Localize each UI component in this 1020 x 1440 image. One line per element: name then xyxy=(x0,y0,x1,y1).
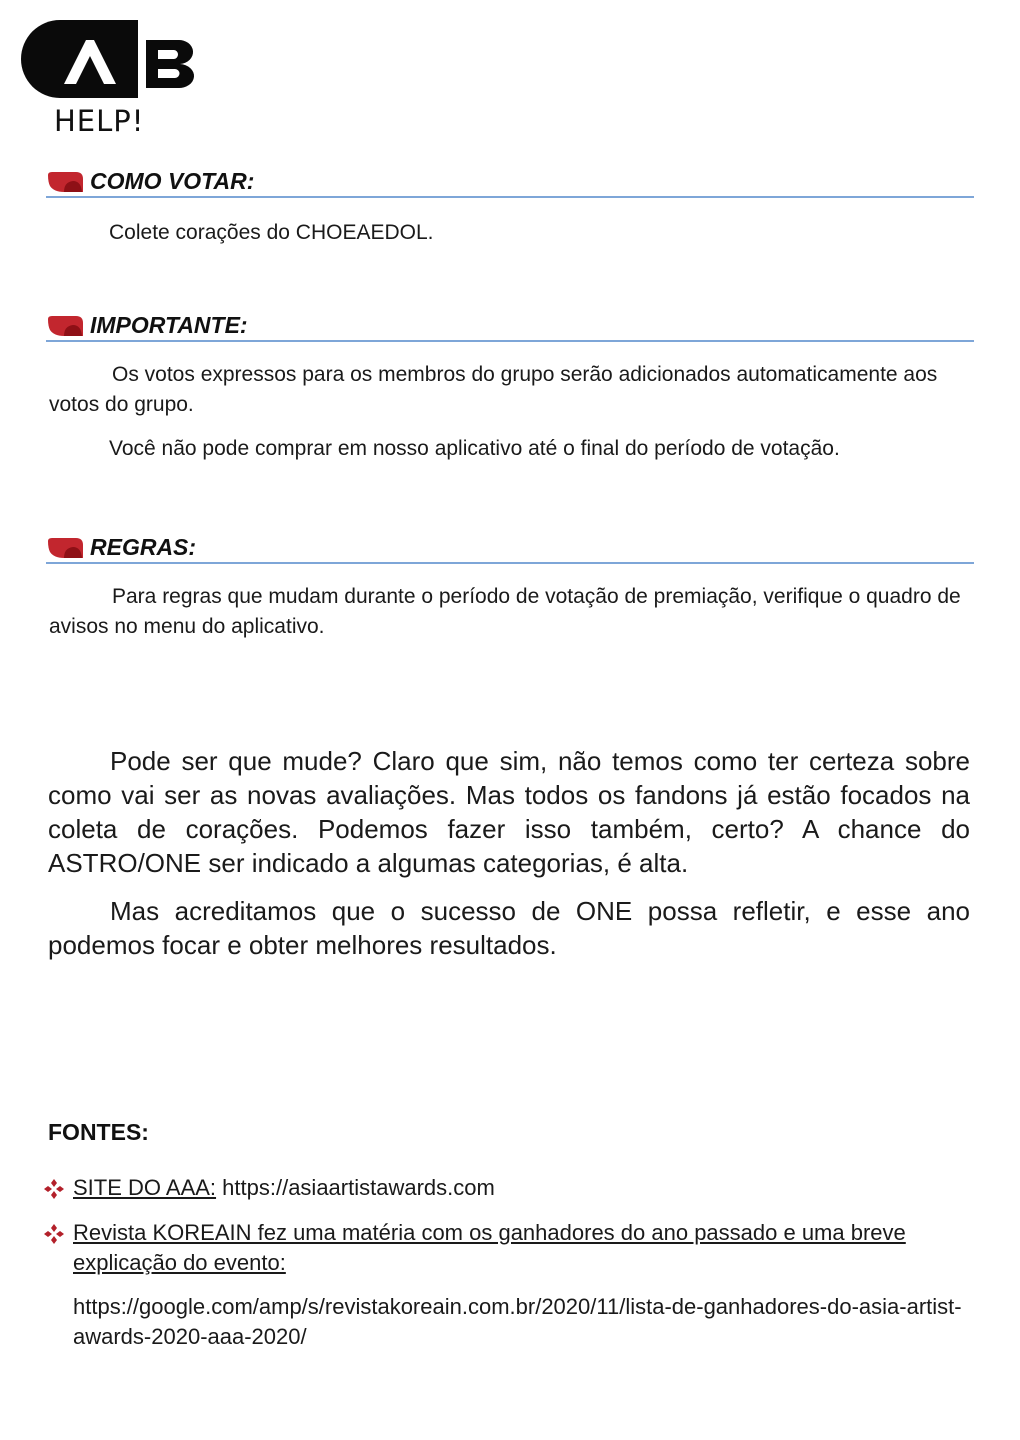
paragraph: Os votos expressos para os membros do grupo serão adicionados automaticamente aos votos do grupo. xyxy=(49,363,938,416)
diamond-cluster-icon xyxy=(42,1178,66,1200)
heart-tag-icon xyxy=(46,537,84,559)
source-item-koreain xyxy=(42,1218,972,1278)
body-paragraph-2: Mas acreditamos que o sucesso de ONE possa refletir, e esse ano podemos focar e obter melhores resultados. xyxy=(48,896,970,960)
section-title: IMPORTANTE: xyxy=(90,312,248,338)
logo-subtitle: HELP! xyxy=(54,104,145,138)
section-header xyxy=(46,529,974,564)
source-url[interactable]: https://asiaartistawards.com xyxy=(216,1175,495,1200)
diamond-cluster-icon xyxy=(42,1223,66,1245)
paragraph: Colete corações do CHOEAEDOL. xyxy=(109,221,434,244)
section-header xyxy=(46,163,974,198)
paragraph: Você não pode comprar em nosso aplicativo até o final do período de votação. xyxy=(109,437,840,460)
source-item-aaa xyxy=(42,1173,972,1203)
section-title: COMO VOTAR: xyxy=(90,168,255,194)
ab-logo-mark xyxy=(20,18,200,108)
paragraph: Para regras que mudam durante o período de votação de premiação, verifique o quadro de avisos no menu do aplicativo. xyxy=(49,585,961,638)
source-url-koreain[interactable]: https://google.com/amp/s/revistakoreain.com.br/2020/11/lista-de-ganhadores-do-asia-artist-awards-2020-aaa-2020/ xyxy=(73,1294,962,1349)
ab-help-logo xyxy=(20,18,200,138)
section-title: REGRAS: xyxy=(90,534,197,560)
section-importante xyxy=(46,307,974,464)
heart-tag-icon xyxy=(46,171,84,193)
section-header xyxy=(46,307,974,342)
heart-tag-icon xyxy=(46,315,84,337)
fontes-title: FONTES: xyxy=(48,1119,149,1145)
source-label-link[interactable]: SITE DO AAA: xyxy=(73,1175,217,1200)
section-regras xyxy=(46,529,974,642)
source-label-link[interactable]: Revista KOREAIN fez uma matéria com os ganhadores do ano passado e uma breve explicação do evento: xyxy=(73,1220,906,1275)
section-como-votar xyxy=(46,163,974,248)
body-paragraph-1: Pode ser que mude? Claro que sim, não temos como ter certeza sobre como vai ser as novas avaliações. Mas todos os fandons já estão focados na coleta de corações. Podemos fazer isso também, certo? A chance do ASTRO/ONE ser indicado a algumas categorias, é alta. xyxy=(48,746,970,878)
